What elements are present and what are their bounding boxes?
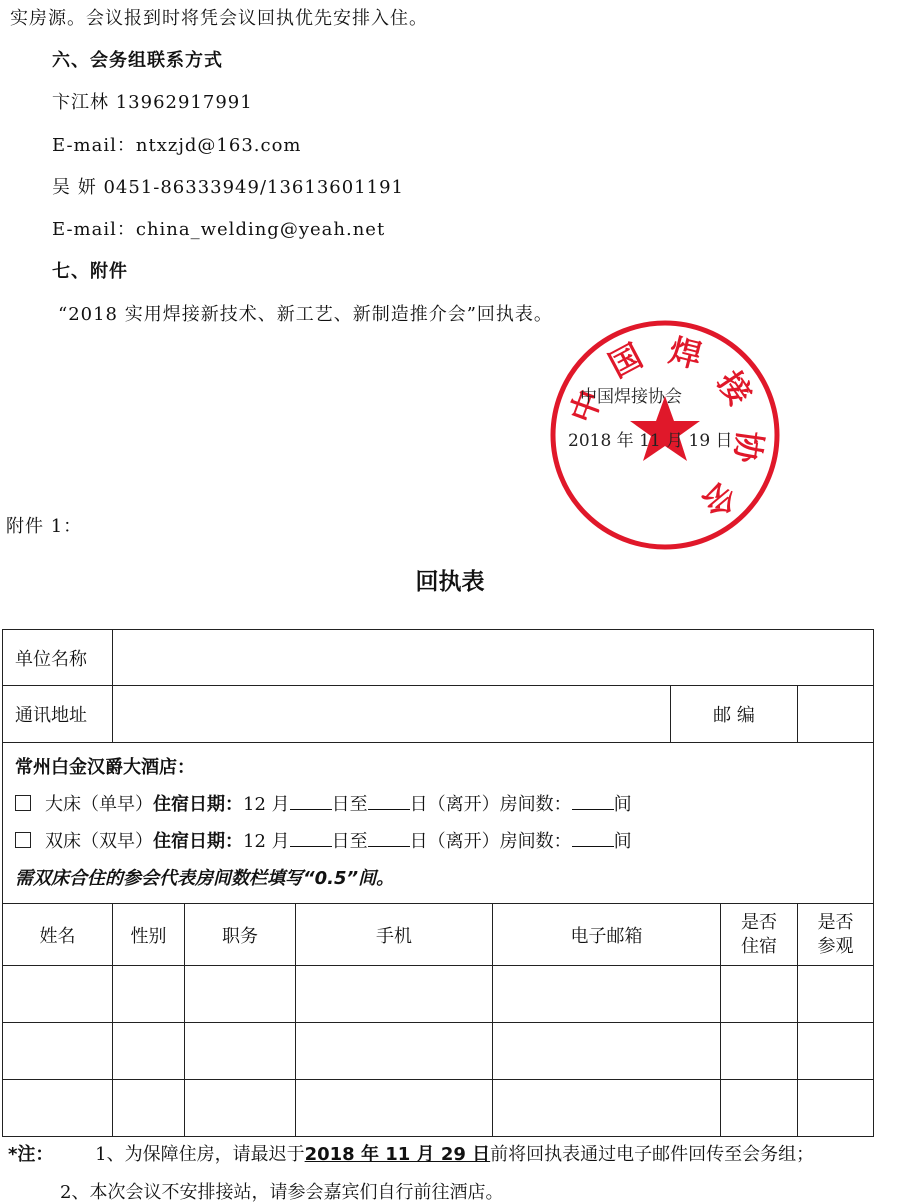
- attachment-label: 附件 1：: [6, 516, 83, 537]
- cell-title[interactable]: [185, 1023, 296, 1080]
- col-lodging-line-2: 住宿: [741, 935, 777, 957]
- checkout-day-blank-2[interactable]: [368, 826, 410, 847]
- contact-email-2: E-mail：china_welding@yeah.net: [52, 219, 386, 240]
- cell-mobile[interactable]: [296, 1023, 493, 1080]
- form-title: 回执表: [415, 569, 485, 595]
- address-label: 通讯地址: [3, 686, 113, 743]
- room-count-blank-2[interactable]: [572, 826, 614, 847]
- seal-char: 会: [694, 474, 744, 525]
- col-title: 职务: [185, 904, 296, 966]
- unit-name-field[interactable]: [113, 630, 874, 686]
- cell-visit[interactable]: [798, 1023, 874, 1080]
- checkin-day-blank-1[interactable]: [290, 789, 332, 810]
- cell-name[interactable]: [3, 966, 113, 1023]
- signature-org: 中国焊接协会: [580, 387, 682, 407]
- cell-visit[interactable]: [798, 1080, 874, 1137]
- room-option-king: [15, 786, 861, 823]
- hotel-name: 常州白金汉爵大酒店：: [15, 757, 195, 778]
- stay-date-label-1: 住宿日期：: [153, 794, 243, 815]
- seal-char: 焊: [665, 331, 706, 376]
- note-1-pre: 1、为保障住房，请最迟于: [95, 1144, 305, 1165]
- day-from-2: 日至: [331, 831, 368, 852]
- address-field[interactable]: [113, 686, 671, 743]
- note-line-1: [8, 1140, 814, 1166]
- seal-char: 国: [602, 336, 649, 386]
- col-visit-line-2: 参观: [817, 935, 854, 957]
- deadline-date: 2018 年 11 月 29 日: [304, 1144, 491, 1165]
- day-from-1: 日至: [331, 794, 368, 815]
- room-unit-1: 间: [613, 794, 632, 815]
- king-room-label: 大床（单早）: [45, 794, 153, 815]
- table-row: [3, 1023, 874, 1080]
- unit-name-label: 单位名称: [3, 630, 113, 686]
- day-to-2: 日（离开）房间数：: [409, 831, 572, 852]
- signature-date: 2018 年 11 月 19 日: [568, 431, 733, 451]
- cell-name[interactable]: [3, 1023, 113, 1080]
- contact-person-1: 卞江林 13962917991: [52, 92, 253, 113]
- col-visit-line-1: 是否: [817, 911, 854, 933]
- cell-email[interactable]: [493, 966, 721, 1023]
- room-count-blank-1[interactable]: [572, 789, 614, 810]
- cell-mobile[interactable]: [296, 966, 493, 1023]
- cell-lodging[interactable]: [721, 1023, 798, 1080]
- checkout-day-blank-1[interactable]: [368, 789, 410, 810]
- seal-char: 协: [727, 428, 770, 466]
- intro-tail: 实房源。会议报到时将凭会议回执优先安排入住。: [10, 8, 428, 29]
- attachment-item: “2018 实用焊接新技术、新工艺、新制造推介会”回执表。: [58, 304, 553, 325]
- stay-month-1: 12 月: [243, 794, 290, 815]
- contacts-heading: 六、会务组联系方式: [52, 50, 223, 71]
- sharing-note: 需双床合住的参会代表房间数栏填写“0.5”间。: [15, 868, 395, 889]
- contact-person-2: 吴 妍 0451-86333949/13613601191: [52, 177, 404, 198]
- postcode-field[interactable]: [798, 686, 874, 743]
- col-gender: 性别: [113, 904, 185, 966]
- note-label: *注：: [8, 1144, 54, 1165]
- col-email: 电子邮箱: [493, 904, 721, 966]
- checkin-day-blank-2[interactable]: [290, 826, 332, 847]
- receipt-form: [2, 629, 874, 1137]
- twin-room-checkbox[interactable]: [15, 832, 31, 848]
- cell-gender[interactable]: [113, 1080, 185, 1137]
- table-row: [3, 966, 874, 1023]
- seal-char: 接: [709, 364, 760, 412]
- cell-gender[interactable]: [113, 966, 185, 1023]
- note-line-2: 2、本次会议不安排接站，请参会嘉宾们自行前往酒店。: [60, 1182, 504, 1203]
- attachment-heading: 七、附件: [52, 261, 128, 282]
- stay-date-label-2: 住宿日期：: [153, 831, 243, 852]
- room-unit-2: 间: [613, 831, 632, 852]
- cell-email[interactable]: [493, 1023, 721, 1080]
- col-mobile: 手机: [296, 904, 493, 966]
- stay-month-2: 12 月: [243, 831, 290, 852]
- king-room-checkbox[interactable]: [15, 795, 31, 811]
- hotel-section: [3, 743, 874, 904]
- cell-lodging[interactable]: [721, 1080, 798, 1137]
- col-lodging: [721, 904, 798, 966]
- cell-lodging[interactable]: [721, 966, 798, 1023]
- cell-email[interactable]: [493, 1080, 721, 1137]
- postcode-label: 邮 编: [671, 686, 798, 743]
- cell-gender[interactable]: [113, 1023, 185, 1080]
- twin-room-label: 双床（双早）: [45, 831, 153, 852]
- col-visit: [798, 904, 874, 966]
- col-lodging-line-1: 是否: [741, 911, 777, 933]
- note-1-post: 前将回执表通过电子邮件回传至会务组；: [490, 1144, 815, 1165]
- cell-name[interactable]: [3, 1080, 113, 1137]
- attendee-header-row: [3, 904, 874, 966]
- table-row: [3, 1080, 874, 1137]
- room-option-twin: [15, 823, 861, 860]
- col-name: 姓名: [3, 904, 113, 966]
- contact-email-1: E-mail：ntxzjd@163.com: [52, 135, 302, 156]
- seal-char: 中: [562, 384, 610, 428]
- cell-title[interactable]: [185, 966, 296, 1023]
- cell-visit[interactable]: [798, 966, 874, 1023]
- cell-title[interactable]: [185, 1080, 296, 1137]
- cell-mobile[interactable]: [296, 1080, 493, 1137]
- day-to-1: 日（离开）房间数：: [409, 794, 572, 815]
